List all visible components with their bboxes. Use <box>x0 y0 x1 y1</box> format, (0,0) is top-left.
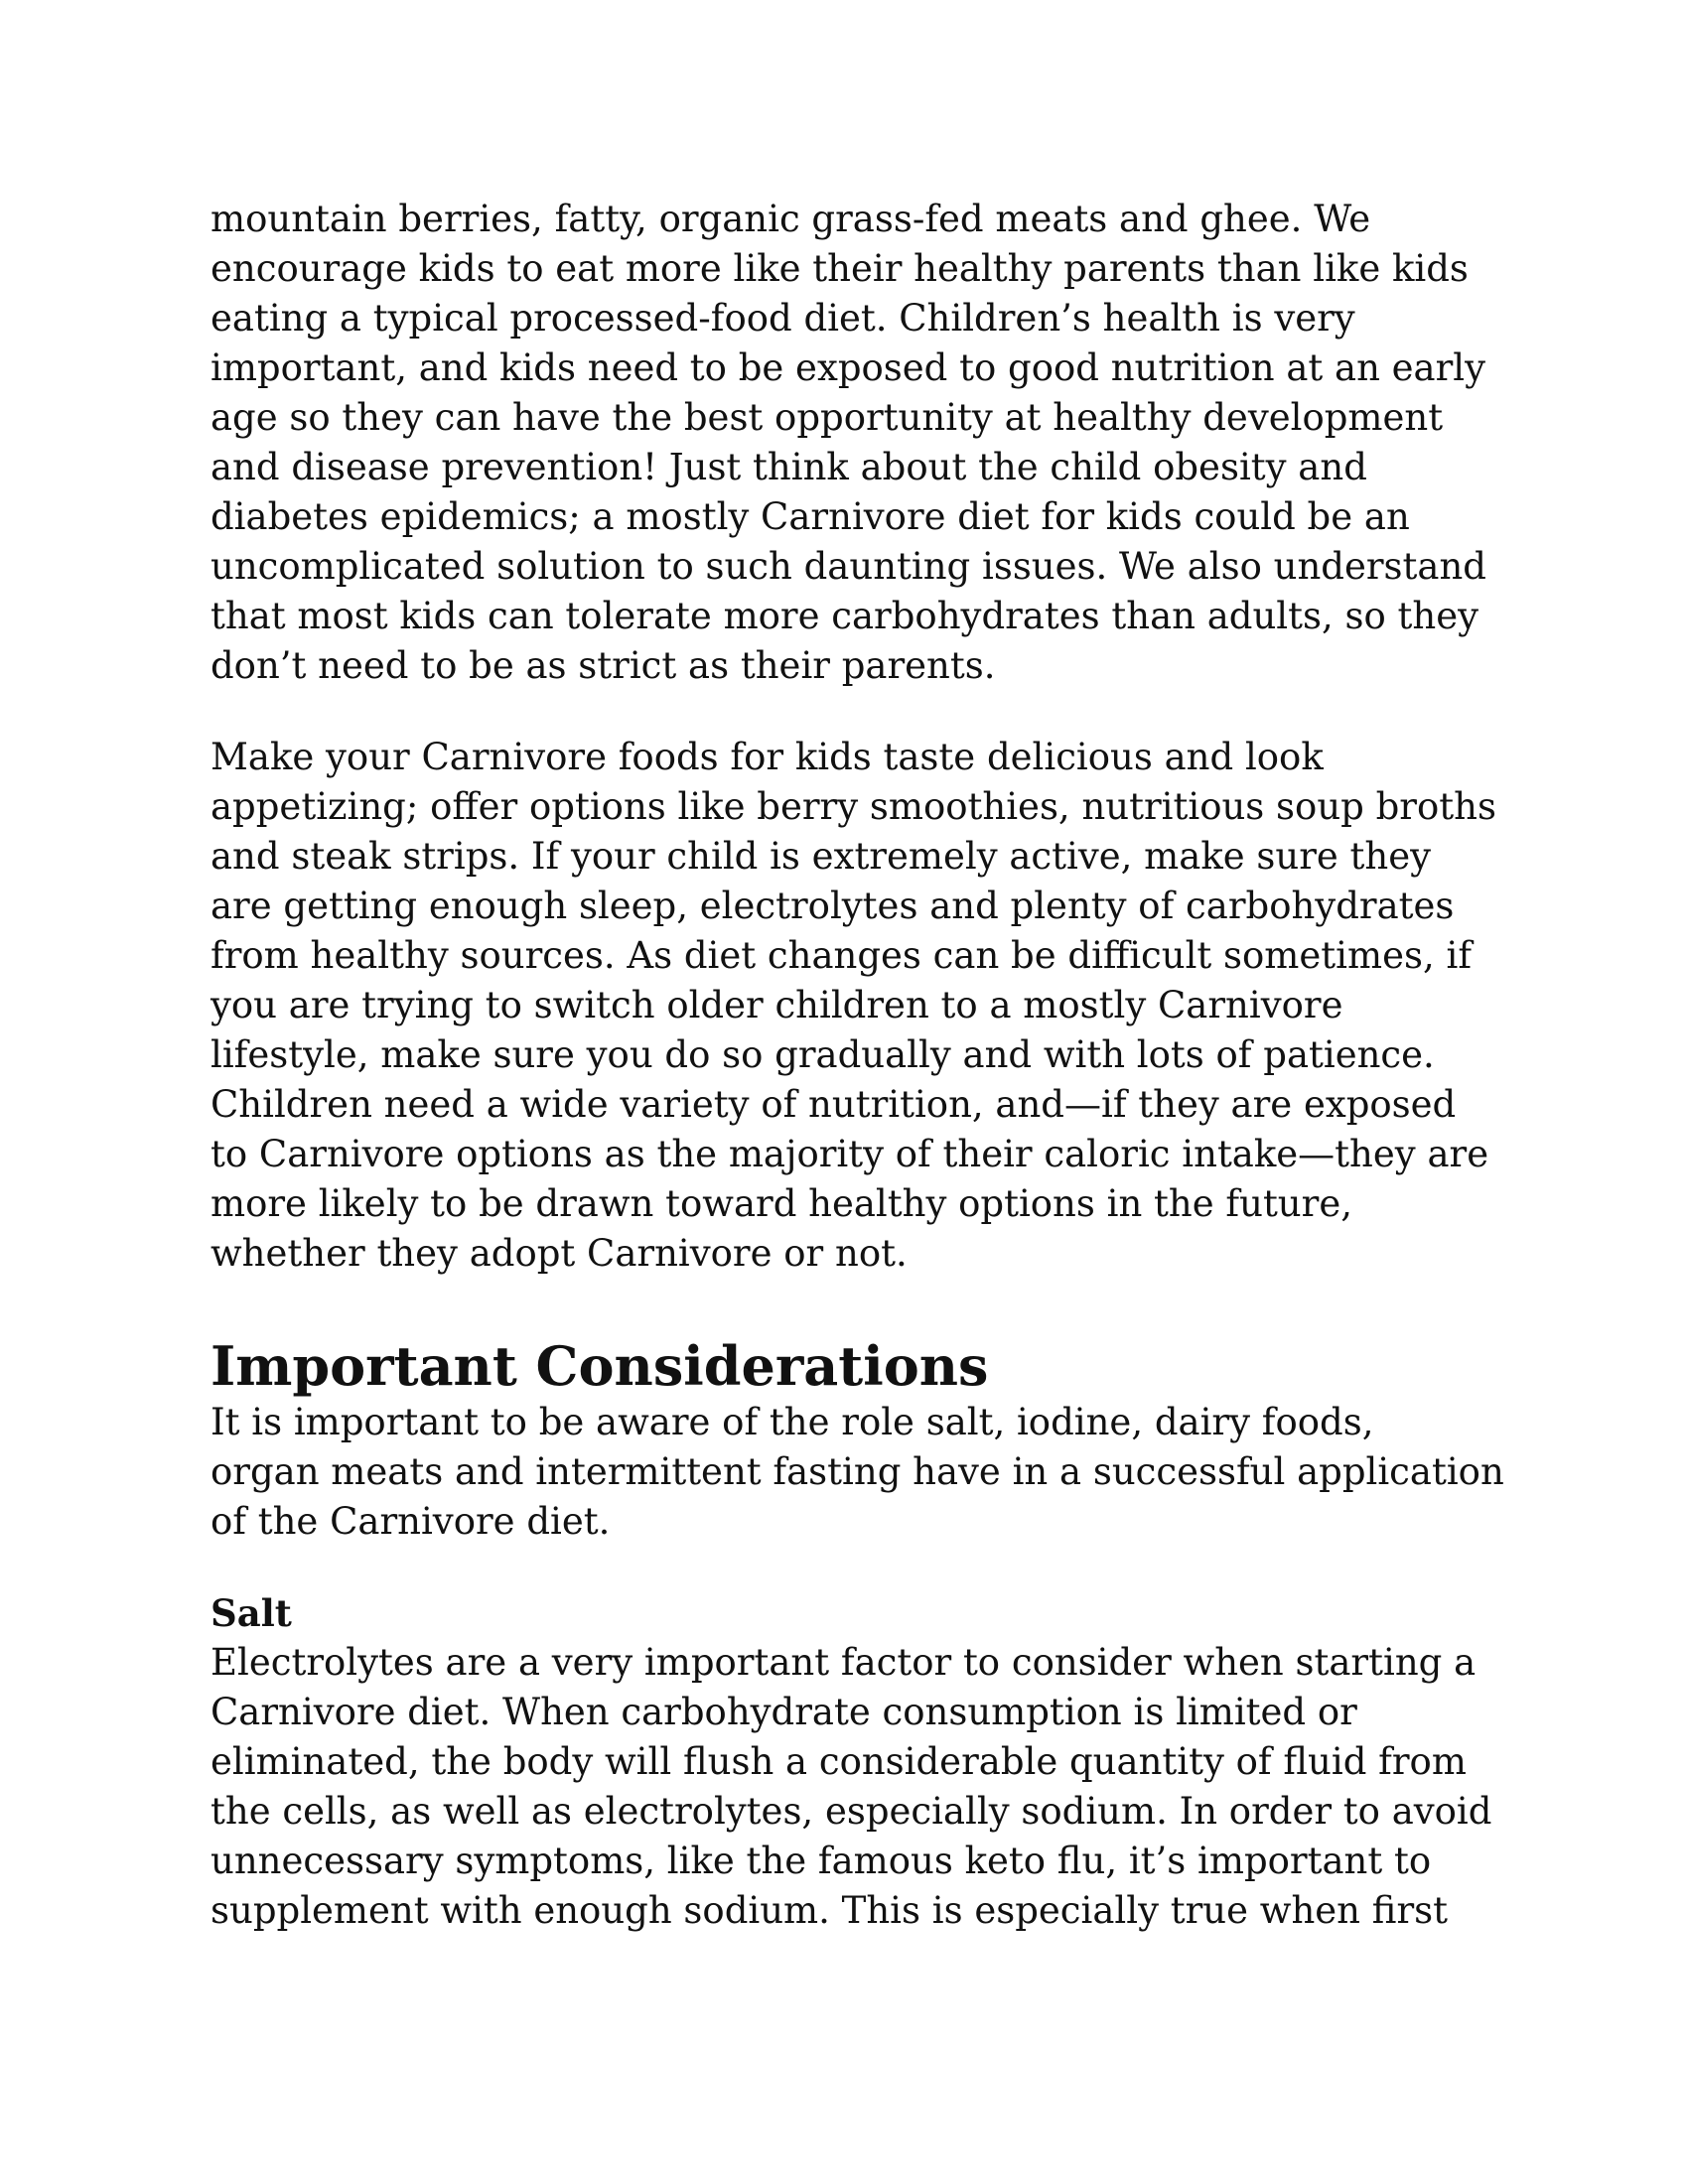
text-line: uncomplicated solution to such daunting issues. We also understand <box>211 545 1486 588</box>
paragraph-spacer <box>211 691 1501 733</box>
text-line: that most kids can tolerate more carbohydrates than adults, so they <box>211 595 1479 637</box>
heading-spacer <box>211 1279 1501 1334</box>
text-line: unnecessary symptoms, like the famous keto flu, it’s important to <box>211 1840 1432 1882</box>
section-intro-paragraph <box>211 1398 1504 1547</box>
text-line: to Carnivore options as the majority of their caloric intake—they are <box>211 1133 1489 1175</box>
text-line: Carnivore diet. When carbohydrate consumption is limited or <box>211 1691 1357 1733</box>
text-line: It is important to be aware of the role salt, iodine, dairy foods, <box>211 1401 1374 1443</box>
text-line: and disease prevention! Just think about the child obesity and <box>211 446 1367 488</box>
text-line: more likely to be drawn toward healthy options in the future, <box>211 1182 1352 1225</box>
text-line: the cells, as well as electrolytes, especially sodium. In order to avoid <box>211 1790 1492 1833</box>
text-line: encourage kids to eat more like their healthy parents than like kids <box>211 247 1469 290</box>
text-line: eating a typical processed-food diet. Children’s health is very <box>211 297 1355 340</box>
body-paragraph-kids-diet <box>211 195 1501 691</box>
text-line: age so they can have the best opportunity at healthy development <box>211 396 1444 439</box>
text-line: mountain berries, fatty, organic grass-fed meats and ghee. We <box>211 198 1371 240</box>
text-line: Electrolytes are a very important factor to consider when starting a <box>211 1641 1477 1684</box>
section-heading: Important Considerations <box>211 1334 989 1398</box>
text-line: Children need a wide variety of nutrition, and—if they are exposed <box>211 1083 1457 1126</box>
text-line: supplement with enough sodium. This is especially true when first <box>211 1889 1448 1932</box>
text-line: organ meats and intermittent fasting have in a successful application <box>211 1450 1504 1493</box>
subsection-heading: Salt <box>211 1591 292 1635</box>
text-line: from healthy sources. As diet changes can be difficult sometimes, if <box>211 934 1473 977</box>
text-line: Make your Carnivore foods for kids taste delicious and look <box>211 736 1324 778</box>
text-line: of the Carnivore diet. <box>211 1500 611 1543</box>
subsection-body-paragraph <box>211 1638 1501 1936</box>
text-line: whether they adopt Carnivore or not. <box>211 1232 908 1275</box>
page-content <box>211 195 1504 1936</box>
text-line: important, and kids need to be exposed to good nutrition at an early <box>211 346 1486 389</box>
text-line: don’t need to be as strict as their parents. <box>211 644 996 687</box>
text-line: diabetes epidemics; a mostly Carnivore diet for kids could be an <box>211 495 1410 538</box>
text-line: are getting enough sleep, electrolytes and plenty of carbohydrates <box>211 885 1455 927</box>
subheading-spacer <box>211 1547 1501 1588</box>
text-line: eliminated, the body will flush a considerable quantity of fluid from <box>211 1740 1467 1783</box>
text-line: appetizing; offer options like berry smoothies, nutritious soup broths <box>211 785 1496 828</box>
text-line: and steak strips. If your child is extremely active, make sure they <box>211 835 1432 878</box>
text-line: you are trying to switch older children to a mostly Carnivore <box>211 984 1343 1026</box>
text-line: lifestyle, make sure you do so gradually and with lots of patience. <box>211 1033 1435 1076</box>
body-paragraph-kids-foods <box>211 733 1501 1279</box>
